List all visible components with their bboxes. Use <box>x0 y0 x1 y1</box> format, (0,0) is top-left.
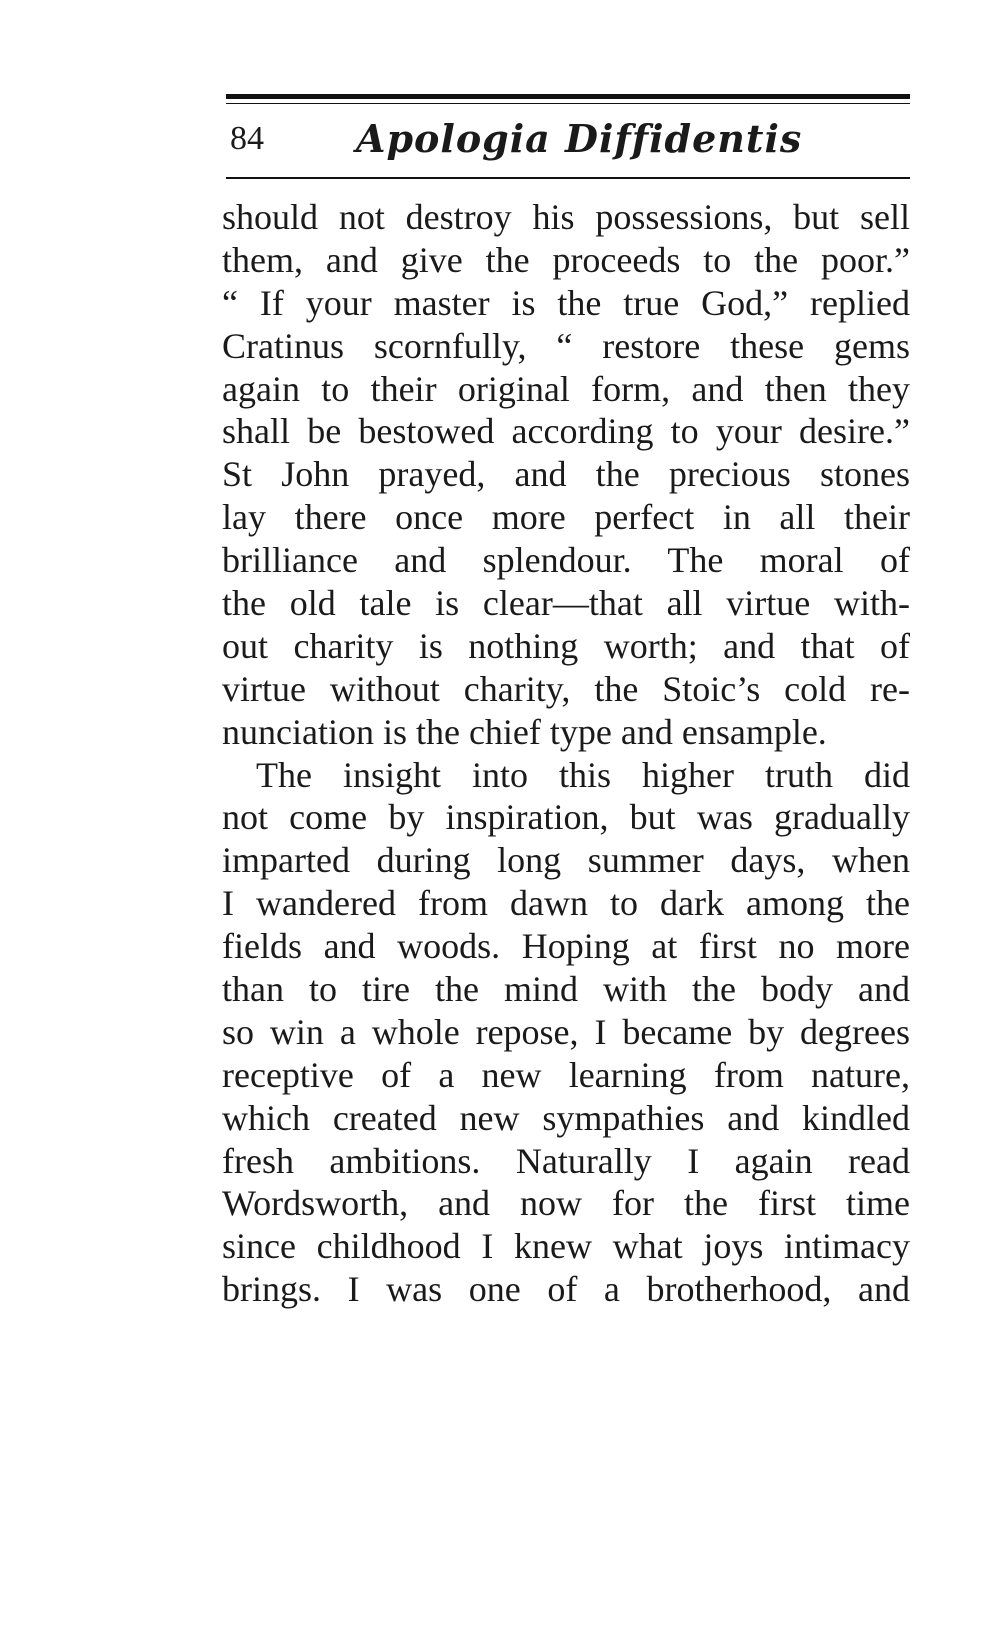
text-line: not come by inspiration, but was gradually <box>222 797 910 838</box>
text-line: than to tire the mind with the body and <box>222 969 910 1010</box>
body-text <box>222 196 910 1311</box>
text-line: brilliance and splendour. The moral of <box>222 540 910 581</box>
text-line: should not destroy his possessions, but sell <box>222 197 910 237</box>
text-line: “ If your master is the true God,” replied <box>222 282 910 323</box>
text-line: brings. I was one of a brotherhood, and <box>222 1269 910 1310</box>
text-line: St John prayed, and the precious stones <box>222 454 910 495</box>
page-number: 84 <box>230 120 264 157</box>
text-line: shall be bestowed according to your desire.” <box>222 411 910 452</box>
text-line: again to their original form, and then they <box>222 368 910 409</box>
text-line: fields and woods. Hoping at first no more <box>222 926 910 967</box>
text-line: out charity is nothing worth; and that of <box>222 625 910 666</box>
text-line: the old tale is clear—that all virtue with- <box>222 583 910 624</box>
text-line: Wordsworth, and now for the first time <box>222 1183 910 1224</box>
text-line: which created new sympathies and kindled <box>222 1097 910 1138</box>
text-line: Cratinus scornfully, “ restore these gems <box>222 325 910 366</box>
text-line: I wandered from dawn to dark among the <box>222 883 910 924</box>
text-line: receptive of a new learning from nature, <box>222 1054 910 1095</box>
running-title: Apologia Diffidentis <box>356 116 803 161</box>
header-underline <box>226 177 910 179</box>
text-line: them, and give the proceeds to the poor.” <box>222 239 910 280</box>
header-rule-thick <box>226 94 910 99</box>
text-line: imparted during long summer days, when <box>222 840 910 881</box>
header-rule-thin <box>226 103 910 104</box>
text-line: so win a whole repose, I became by degrees <box>222 1011 910 1052</box>
text-line: lay there once more perfect in all their <box>222 497 910 538</box>
paragraph-last-line: nunciation is the chief type and ensample. <box>222 711 827 752</box>
text-line: fresh ambitions. Naturally I again read <box>222 1140 910 1181</box>
text-line: virtue without charity, the Stoic’s cold re- <box>222 668 910 709</box>
paragraph-first-line: The insight into this higher truth did <box>256 754 910 795</box>
text-line: since childhood I knew what joys intimacy <box>222 1226 910 1267</box>
running-head <box>226 114 910 170</box>
